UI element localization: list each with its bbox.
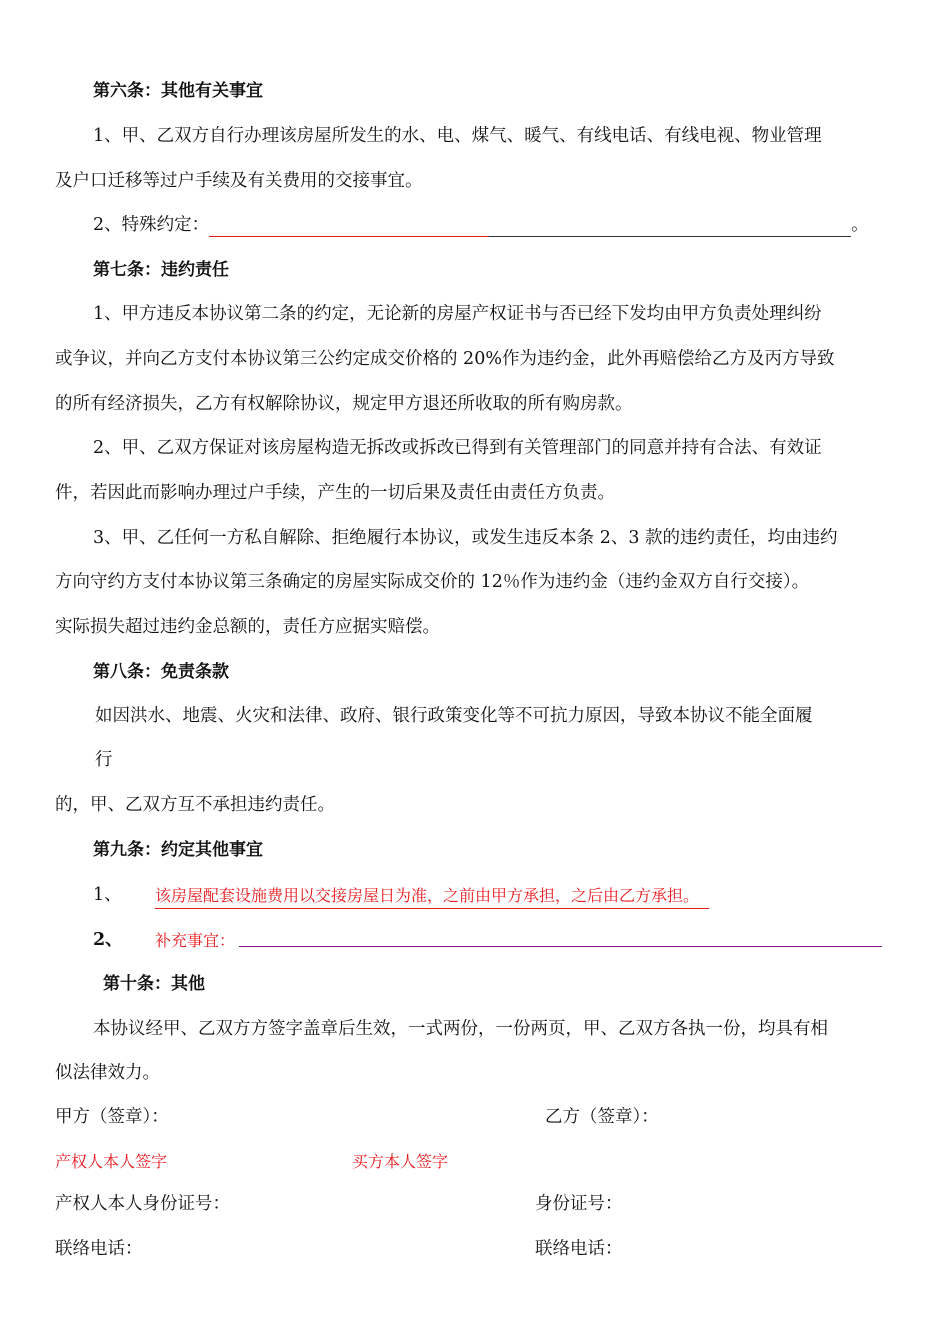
party-a-phone-label: 联络电话： [55,1239,143,1259]
section-8-para-line-3: 的，甲、乙双方互不承担违约责任。 [55,795,335,815]
section-7-para-3-line-3: 实际损失超过违约金总额的，责任方应据实赔偿。 [55,617,440,637]
item-1-text: 该房屋配套设施费用以交接房屋日为准，之前由甲方承担，之后由乙方承担。 [155,884,709,909]
section-7-title: 第七条：违约责任 [93,260,229,280]
section-6-title: 第六条：其他有关事宜 [93,81,263,101]
section-8-para-line-1: 如因洪水、地震、火灾和法律、政府、银行政策变化等不可抗力原因，导致本协议不能全面履 [95,706,813,726]
section-9-item-2 [93,928,933,952]
owner-signature-label: 产权人本人签字 [55,1152,168,1171]
special-agreement-blank [209,220,489,237]
special-agreement-blank-2 [489,220,851,237]
item-1-number: 1、 [93,885,122,905]
section-7-para-1-line-3: 的所有经济损失，乙方有权解除协议，规定甲方退还所收取的所有购房款。 [55,394,633,414]
buyer-signature-label: 买方本人签字 [352,1152,449,1171]
section-10-title: 第十条：其他 [103,974,205,994]
special-agreement-end: 。 [851,215,869,235]
item-2-number: 2、 [93,930,123,950]
section-9-item-1 [93,883,933,907]
section-7-para-1-line-2: 或争议，并向乙方支付本协议第三公约定成交价格的 20%作为违约金，此外再赔偿给乙方及丙方导致 [55,349,835,369]
section-10-para-line-1: 本协议经甲、乙双方方签字盖章后生效，一式两份，一份两页，甲、乙双方各执一份，均具有相 [93,1019,828,1039]
section-7-para-3-line-1: 3、甲、乙任何一方私自解除、拒绝履行本协议，或发生违反本条 2、3 款的违约责任，均由违约 [93,528,838,548]
item-2-label: 补充事宜： [155,931,236,950]
section-6-special-agreement [93,213,933,237]
section-8-title: 第八条：免责条款 [93,662,229,682]
section-7-para-1-line-1: 1、甲方违反本协议第二条的约定，无论新的房屋产权证书与否已经下发均由甲方负责处理纠纷 [93,304,822,324]
section-6-para-1-line-1: 1、甲、乙双方自行办理该房屋所发生的水、电、煤气、暖气、有线电话、有线电视、物业管理 [93,126,822,146]
section-8-para-line-2: 行 [95,750,113,770]
buyer-id-number-label: 身份证号： [535,1194,623,1214]
item-2-blank [239,930,882,947]
section-10-para-line-2: 似法律效力。 [55,1063,160,1083]
special-agreement-label: 2、特殊约定： [93,215,210,235]
section-6-para-1-line-2: 及户口迁移等过户手续及有关费用的交接事宜。 [55,171,423,191]
section-9-title: 第九条：约定其他事宜 [93,840,263,860]
party-b-seal-label: 乙方（签章）： [545,1107,659,1127]
section-7-para-3-line-2: 方向守约方支付本协议第三条确定的房屋实际成交价的 12％作为违约金（违约金双方自行交接）。 [55,572,810,592]
party-a-seal-label: 甲方（签章）： [55,1107,169,1127]
section-7-para-2-line-2: 件，若因此而影响办理过户手续，产生的一切后果及责任由责任方负责。 [55,483,615,503]
owner-id-number-label: 产权人本人身份证号： [55,1194,230,1214]
section-7-para-2-line-1: 2、甲、乙双方保证对该房屋构造无拆改或拆改已得到有关管理部门的同意并持有合法、有效证 [93,438,822,458]
party-b-phone-label: 联络电话： [535,1239,623,1259]
